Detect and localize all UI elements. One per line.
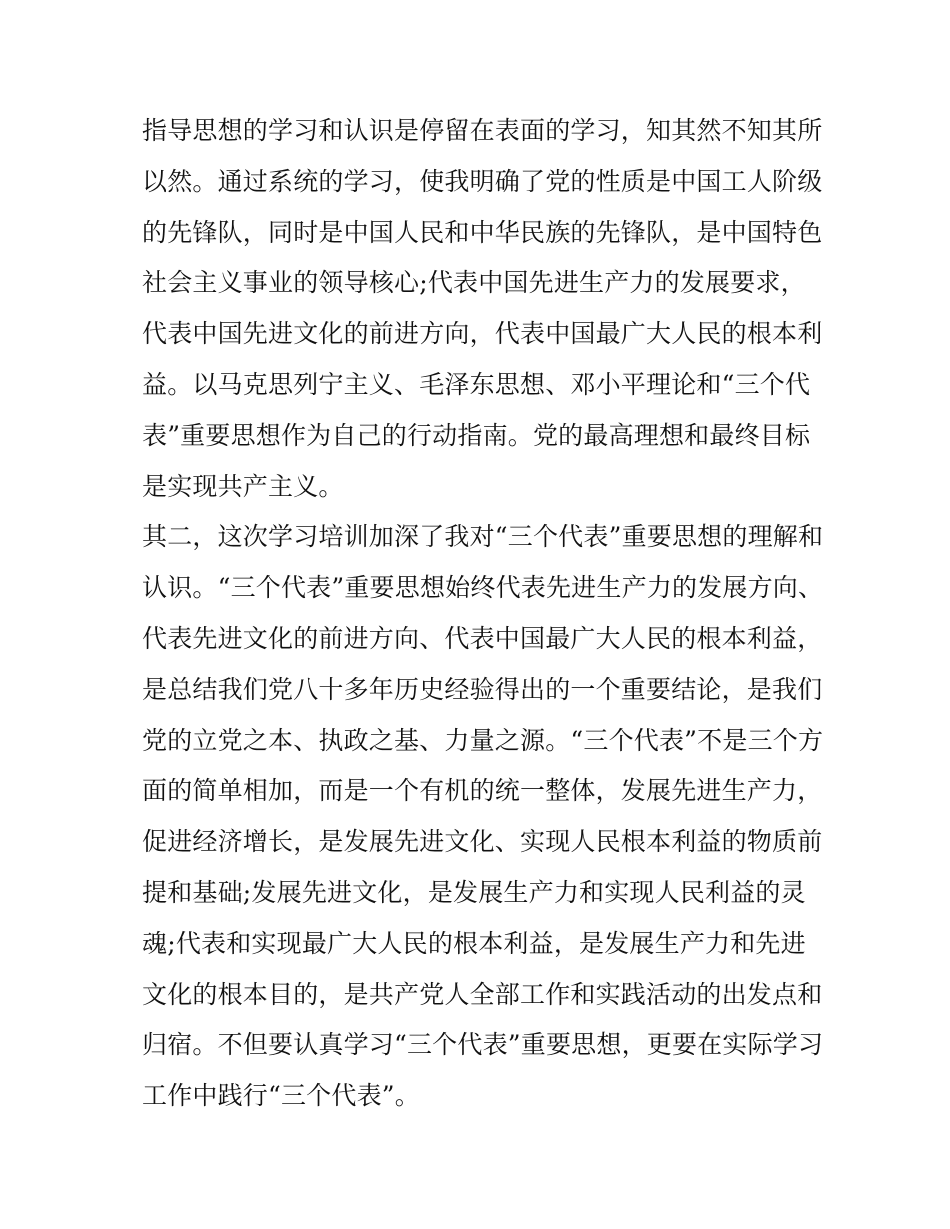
- text-line: 的先锋队，同时是中国人民和中华民族的先锋队，是中国特色: [142, 217, 823, 247]
- text-line: 魂;代表和实现最广大人民的根本利益，是发展生产力和先进: [142, 928, 806, 958]
- text-line: 指导思想的学习和认识是停留在表面的学习，知其然不知其所: [142, 116, 823, 145]
- text-line: 促进经济增长，是发展先进文化、实现人民根本利益的物质前: [142, 827, 823, 857]
- text-line: 认识。“三个代表”重要思想始终代表先进生产力的发展方向、: [142, 573, 824, 603]
- text-line: 归宿。不但要认真学习“三个代表”重要思想，更要在实际学习: [142, 1030, 824, 1060]
- text-line: 是总结我们党八十多年历史经验得出的一个重要结论，是我们: [142, 674, 823, 704]
- text-line: 表”重要思想作为自己的行动指南。党的最高理想和最终目标: [142, 420, 811, 450]
- body-text: [142, 106, 822, 1122]
- text-line: 是实现共产主义。: [142, 471, 344, 501]
- text-line: 以然。通过系统的学习，使我明确了党的性质是中国工人阶级: [142, 166, 823, 196]
- text-line: 其二，这次学习培训加深了我对“三个代表”重要思想的理解和: [142, 522, 824, 552]
- text-line: 社会主义事业的领导核心;代表中国先进生产力的发展要求，: [142, 268, 806, 298]
- text-line: 面的简单相加，而是一个有机的统一整体，发展先进生产力，: [142, 776, 823, 806]
- text-line: 代表先进文化的前进方向、代表中国最广大人民的根本利益，: [142, 623, 823, 653]
- text-line: 文化的根本目的，是共产党人全部工作和实践活动的出发点和: [142, 979, 823, 1009]
- text-line: 工作中践行“三个代表”。: [142, 1081, 420, 1111]
- text-line: 代表中国先进文化的前进方向，代表中国最广大人民的根本利: [142, 319, 823, 349]
- text-line: 益。以马克思列宁主义、毛泽东思想、邓小平理论和“三个代: [142, 369, 811, 399]
- text-line: 党的立党之本、执政之基、力量之源。“三个代表”不是三个方: [142, 725, 824, 755]
- text-line: 提和基础;发展先进文化，是发展生产力和实现人民利益的灵: [142, 877, 806, 907]
